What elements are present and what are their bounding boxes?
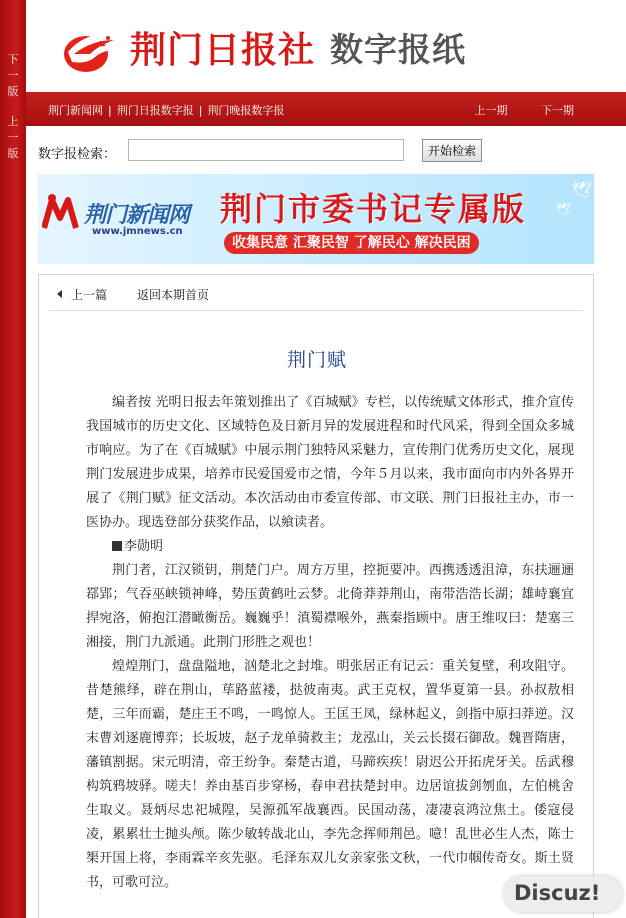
nav-link-jmrb[interactable]: 荆门日报数字报	[116, 104, 194, 117]
article-paragraph: 荆门者，江汉锁钥，荆楚门户。周方万里，控扼要冲。西携透透沮漳，东扶逦逦鄀郢；气吞巫峡锁神峰，势压黄鹤吐云梦。北倚莽莽荆山，南带浩浩长湖；雄峙襄宜捍宛洛，俯抱江潜瞰衡岳。巍巍乎！滇蜀襟喉外，燕秦指顾中。唐王维叹曰：楚塞三湘接，荆门九派通。此荆门形胜之观也！	[86, 563, 574, 650]
watermark-text: Discuz!	[514, 881, 601, 905]
masthead	[26, 0, 626, 92]
jmnews-logo-icon	[42, 192, 86, 232]
dove-icon: 🕊	[572, 180, 593, 199]
prev-article-link[interactable]: 上一篇	[71, 288, 108, 302]
banner-site-url: www.jmnews.cn	[92, 226, 183, 237]
square-bullet-icon	[112, 541, 122, 551]
article-panel	[38, 274, 594, 918]
site-links	[48, 102, 284, 118]
search-label: 数字报检索：	[38, 147, 117, 162]
back-home-link[interactable]: 返回本期首页	[137, 288, 210, 302]
prev-edition-link[interactable]: 上 一 版	[7, 115, 19, 160]
nav-separator: |	[198, 104, 203, 117]
banner-slogan: 收集民意 汇聚民智 了解民心 解决民困	[224, 232, 479, 254]
left-sidebar	[0, 0, 26, 918]
next-edition-link[interactable]: 下 一 版	[7, 53, 19, 98]
logo-sub-text: 数字报纸	[330, 30, 466, 69]
logo-main-text: 荆门日报社	[130, 30, 316, 71]
nav-link-jmwb[interactable]: 荆门晚报数字报	[207, 104, 285, 117]
editor-note: 编者按 光明日报去年策划推出了《百城赋》专栏，以传统赋文体形式，推介宣传我国城市的历史文化、区域特色及日新月异的发展进程和时代风采，得到全国众多城市响应。为了在《百城赋》中展示荆门独特风采魅力，宣传荆门优秀历史文化，展现荆门发展进步成果，培养市民爱国爱市之情，今年５月以来，我市面向市内外各界开展了《荆门赋》征文活动。本次活动由市委宣传部、市文联、荆门日报社主办，市一医协办。现选登部分获奖作品，以飨读者。	[86, 395, 574, 530]
article-body	[86, 391, 574, 895]
search-button[interactable]: 开始检索	[422, 139, 482, 162]
dove-icon: 🕊	[556, 202, 572, 216]
discuz-watermark	[504, 876, 622, 912]
article-nav	[49, 275, 583, 311]
secretary-banner[interactable]	[38, 174, 594, 264]
left-arrow-icon	[57, 290, 62, 298]
article-paragraph: 煌煌荆门，盘盘隘地，汹楚北之封堆。明张居正有记云：重关复壁，利攻阻守。昔楚熊绎，辟在荆山，荜路蓝褛，挞彼南夷。武王克权，置华夏第一县。孙叔敖相楚，三年而霸，楚庄王不鸣，一鸣惊人。王匡王凤，绿林起义，剑指中原扫莽逆。汉末曹刘逐鹿博弈；长坂坡，赵子龙单骑救主；龙泓山，关云长掇石御敌。魏晋隋唐，藩镇割据。宋元明清，帝王纷争。秦楚古道，马蹄疾疾！尉迟公开拓虎牙关。岳武穆构筑鸦坡驿。嗟夫！养由基百步穿杨，春申君扶楚封申。边居谊拔剑刎血，左伯桃舍生取义。聂炳尽忠祀城隍，吴源孤军战襄西。民国动荡，凄凄哀鸿泣焦土。倭寇侵凌，累累壮士抛头颅。陈少敏转战北山，李先念挥师荆邑。噫！乱世必生人杰，陈士榘开国上将，李雨霖辛亥先驱。毛泽东双儿女亲家张文秋，一代巾帼传奇女。斯土贤书，可歌可泣。	[86, 659, 574, 890]
nav-link-jmnews[interactable]: 荆门新闻网	[48, 104, 103, 117]
banner-title: 荆门市委书记专属版	[220, 190, 527, 228]
top-nav-bar	[26, 92, 626, 126]
article-title: 荆门赋	[286, 349, 347, 371]
search-input[interactable]	[128, 139, 404, 161]
next-issue-link[interactable]: 下一期	[541, 104, 574, 117]
banner-site-name: 荆门新闻网	[84, 203, 190, 228]
phoenix-logo-icon	[62, 24, 126, 76]
author-line	[86, 535, 574, 559]
prev-issue-link[interactable]: 上一期	[474, 104, 508, 117]
author-name: 李勋明	[124, 539, 164, 554]
issue-nav	[445, 102, 575, 118]
nav-separator: |	[108, 104, 112, 117]
